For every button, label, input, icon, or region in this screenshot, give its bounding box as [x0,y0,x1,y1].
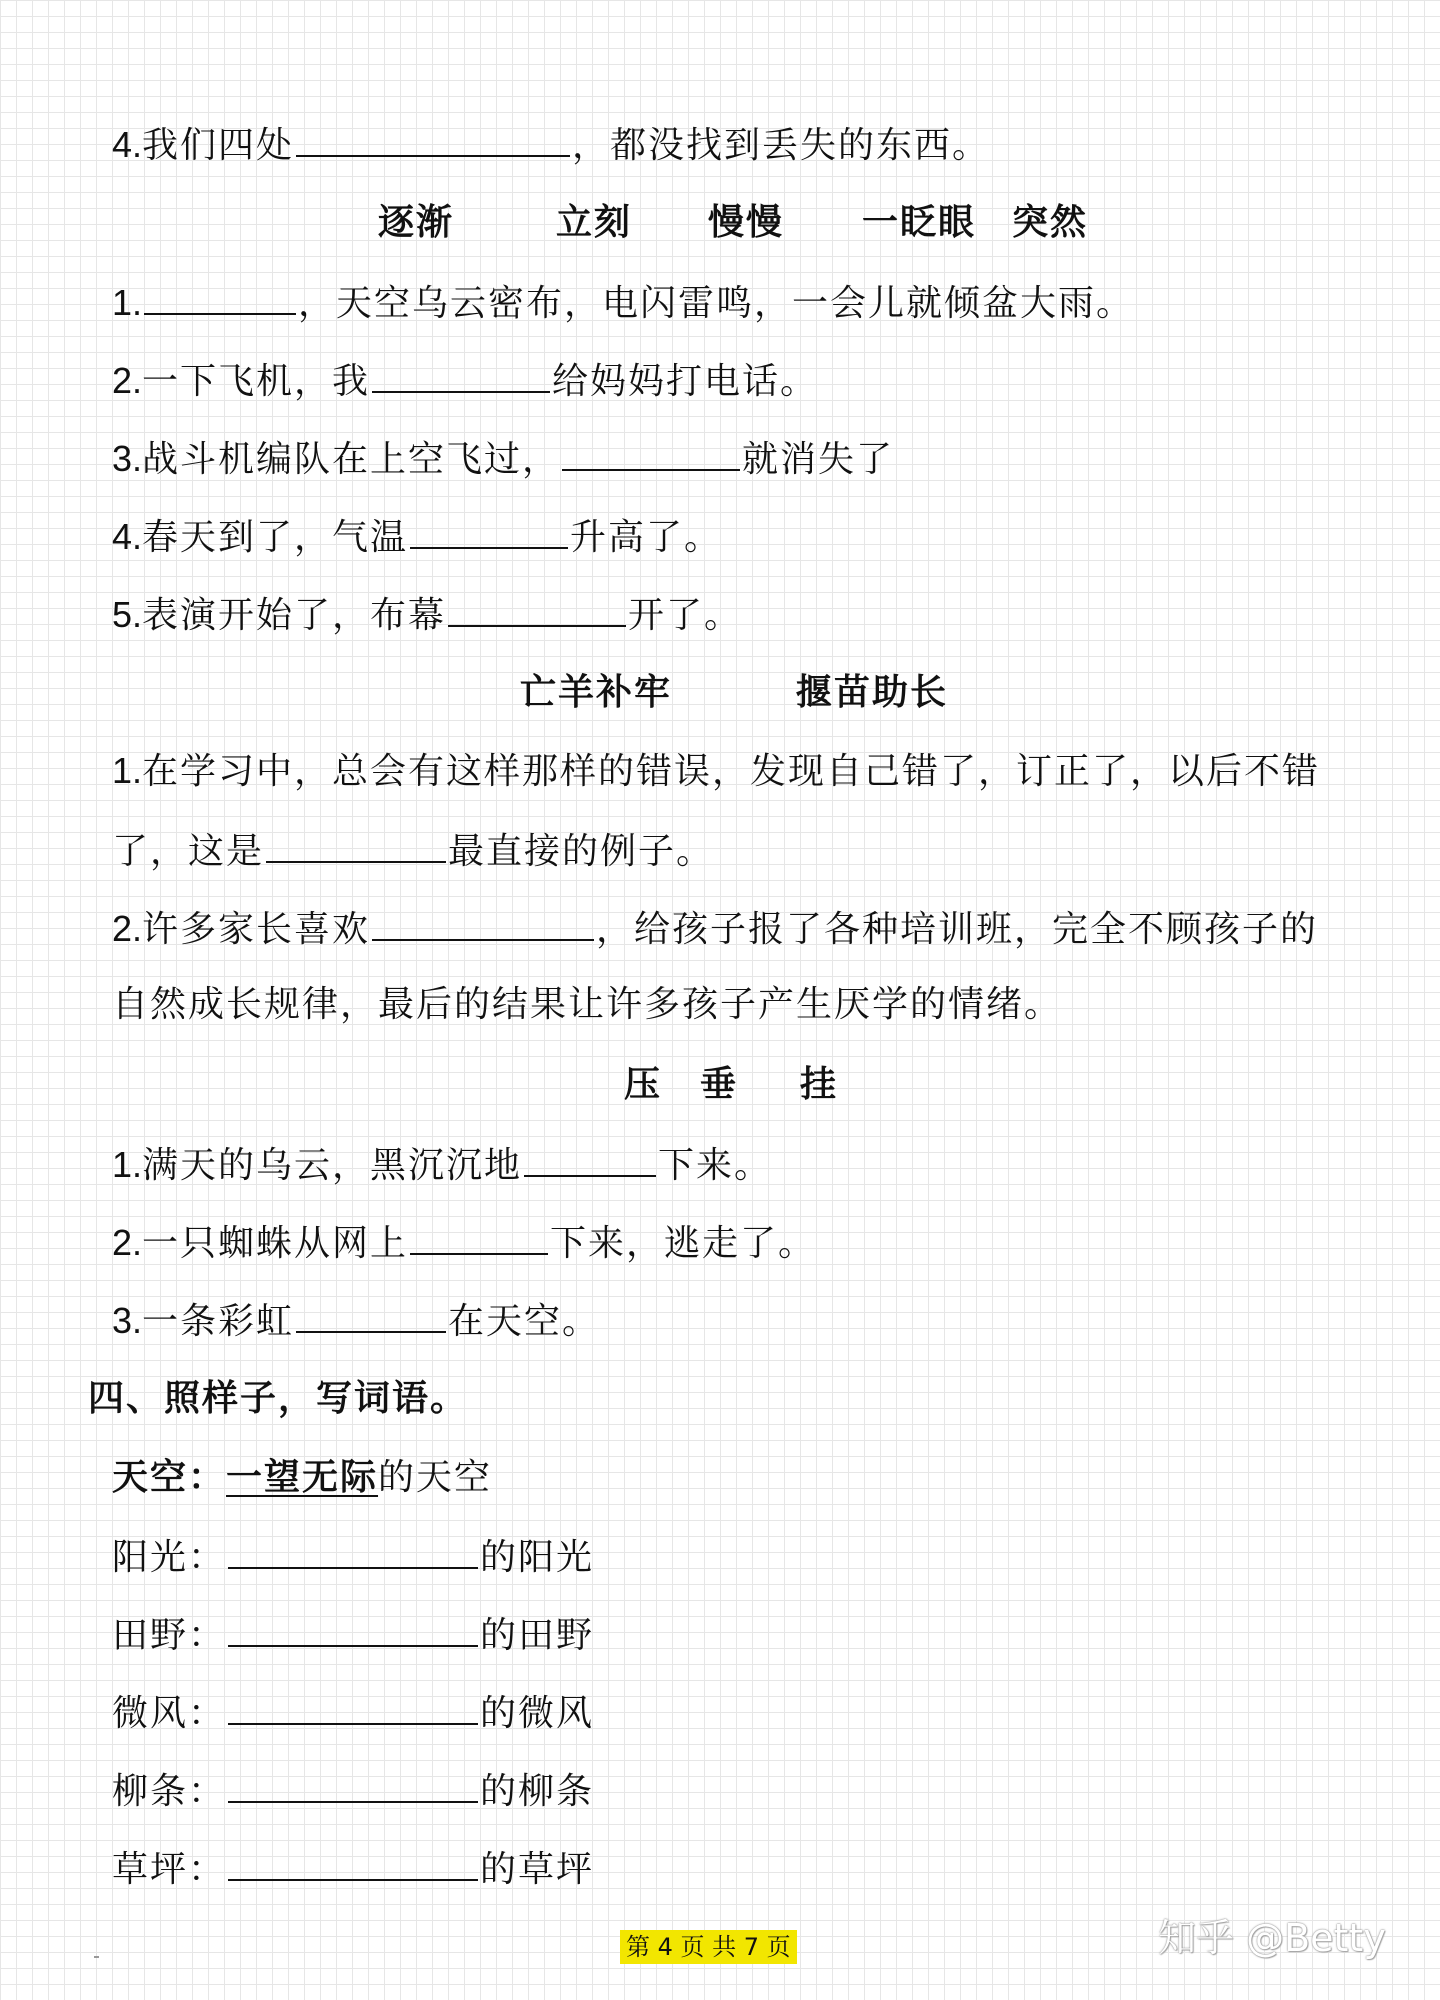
phrase-suffix: 的柳条 [480,1771,595,1812]
phrase-label: 柳条： [112,1771,227,1812]
question-number: 1. [112,1144,143,1185]
phrase-row [112,1843,594,1894]
question-text: 下来。 [658,1145,773,1186]
answer-blank[interactable] [228,1531,478,1569]
phrase-label: 微风： [112,1693,227,1734]
answer-blank[interactable] [562,433,740,471]
question-text: 满天的乌云，黑沉沉地 [142,1145,523,1186]
answer-blank[interactable] [296,119,570,157]
answer-blank[interactable] [228,1609,478,1647]
question-number: 1. [112,750,143,791]
example-suffix: 的天空 [378,1457,493,1498]
phrase-label: 阳光： [112,1537,227,1578]
answer-blank[interactable] [228,1765,478,1803]
answer-blank[interactable] [448,589,626,627]
answer-blank[interactable] [296,1295,446,1333]
question-text: 在学习中，总会有这样那样的错误，发现自己错了，订正了，以后不错 [142,751,1321,792]
group2-question-5 [112,589,742,640]
phrase-suffix: 的田野 [480,1615,595,1656]
word-bank-item: 亡羊补牢 [520,671,673,713]
answer-blank[interactable] [266,825,446,863]
group2-question-2 [112,355,818,406]
question-text: 战斗机编队在上空飞过， [142,439,561,480]
group1-question-4 [112,119,990,170]
question-text: 一条彩虹 [142,1301,295,1342]
phrase-suffix: 的微风 [480,1693,595,1734]
question-text: ，天空乌云密布，电闪雷鸣，一会儿就倾盆大雨。 [298,283,1135,324]
example-label: 天空： [112,1456,227,1498]
word-bank-item: 垂 [700,1063,739,1105]
phrase-label: 草坪： [112,1849,227,1890]
group2-question-4 [112,511,722,562]
group3-question-2-line-1 [112,903,1318,954]
group4-question-2 [112,1217,816,1268]
question-number: 2. [112,908,143,949]
question-text: 就消失了 [742,439,895,480]
answer-blank[interactable] [372,355,550,393]
group2-question-1 [112,277,1134,328]
question-number: 2. [112,1222,143,1263]
page-mark [94,1956,99,1958]
question-text: 自然成长规律，最后的结果让许多孩子产生厌学的情绪。 [112,984,1063,1025]
question-text: 升高了。 [570,517,723,558]
question-text: 了，这是 [112,831,265,872]
word-bank-item: 压 [624,1063,663,1105]
phrase-label: 田野： [112,1615,227,1656]
phrase-row [112,1531,594,1582]
question-text: 一只蜘蛛从网上 [142,1223,409,1264]
phrase-row [112,1687,594,1738]
word-bank-item: 逐渐 [378,201,455,243]
answer-blank[interactable] [144,277,296,315]
group3-question-2-line-2 [112,981,1062,1029]
question-text: 开了。 [628,595,743,636]
question-number: 4. [112,124,143,165]
answer-blank[interactable] [524,1139,656,1177]
answer-blank[interactable] [228,1843,478,1881]
word-bank-item: 突然 [1012,201,1089,243]
question-text: 在天空。 [448,1301,601,1342]
question-text: 我们四处 [142,125,295,166]
group3-question-1-line-1 [112,747,1320,796]
phrase-row [112,1765,594,1816]
phrase-row [112,1609,594,1660]
question-text: 表演开始了，布幕 [142,595,447,636]
word-bank-item: 一眨眼 [862,201,977,243]
example-answer: 一望无际 [226,1456,379,1498]
group4-question-3 [112,1295,600,1346]
phrase-suffix: 的阳光 [480,1537,595,1578]
section-heading: 四、照样子，写词语。 [88,1377,469,1419]
question-text: 下来，逃走了。 [550,1223,817,1264]
phrase-suffix: 的草坪 [480,1849,595,1890]
question-number: 5. [112,594,143,635]
question-text: 最直接的例子。 [448,831,715,872]
question-text: 给妈妈打电话。 [552,361,819,402]
group3-question-1-line-2 [112,825,714,876]
question-text: 一下飞机，我 [142,361,371,402]
group2-question-3 [112,433,894,484]
question-number: 1. [112,282,143,323]
word-bank-item: 立刻 [556,201,633,243]
answer-blank[interactable] [410,1217,548,1255]
answer-blank[interactable] [228,1687,478,1725]
page-number: 第 4 页 共 7 页 [620,1930,797,1964]
question-text: ，都没找到丢失的东西。 [572,125,991,166]
group4-question-1 [112,1139,772,1190]
question-number: 3. [112,1300,143,1341]
answer-blank[interactable] [410,511,568,549]
word-bank-item: 挂 [800,1063,839,1105]
question-text: ，给孩子报了各种培训班，完全不顾孩子的 [596,909,1319,950]
question-number: 3. [112,438,143,479]
word-bank-item: 揠苗助长 [796,671,949,713]
word-bank-item: 慢慢 [708,201,785,243]
watermark: 知乎 @Betty [1158,1916,1386,1960]
question-text: 春天到了，气温 [142,517,409,558]
answer-blank[interactable] [372,903,594,941]
question-text: 许多家长喜欢 [142,909,371,950]
question-number: 2. [112,360,143,401]
question-number: 4. [112,516,143,557]
example-row [112,1453,492,1502]
